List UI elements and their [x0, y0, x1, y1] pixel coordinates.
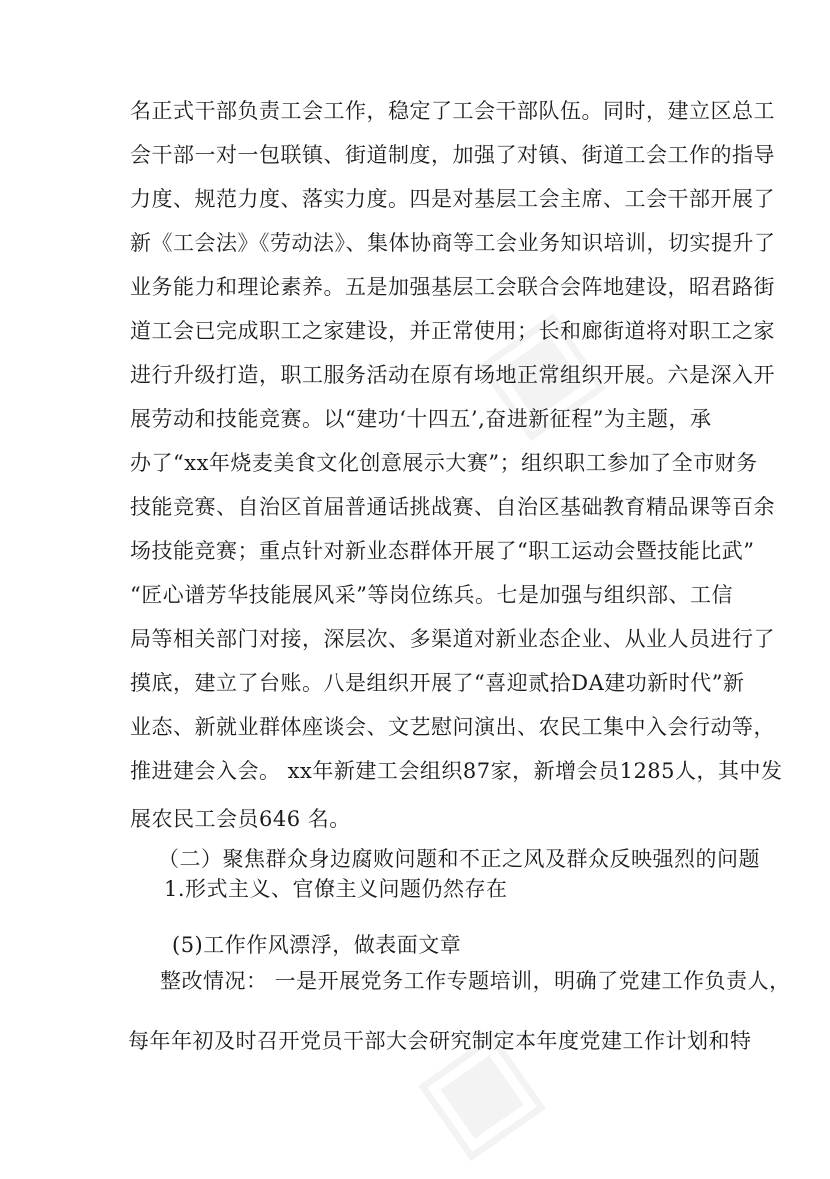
paragraph-line: “匠心谱芳华技能展风采”等岗位练兵。七是加强与组织部、工信 [130, 583, 733, 607]
paragraph-line: 道工会已完成职工之家建设，并正常使用；长和廊街道将对职工之家 [130, 319, 775, 343]
paragraph-line: 办了“xx年烧麦美食文化创意展示大赛”；组织职工参加了全市财务 [130, 451, 758, 475]
paragraph-line: 摸底，建立了台账。八是组织开展了“喜迎贰拾DA建功新时代”新 [130, 671, 745, 695]
paragraph-line: 展农民工会员646 名。 [130, 807, 351, 831]
paragraph-line: 每年年初及时召开党员干部大会研究制定本年度党建工作计划和特 [128, 1029, 752, 1053]
paragraph-line: 会干部一对一包联镇、街道制度，加强了对镇、街道工会工作的指导 [130, 143, 775, 167]
item-heading: (5)工作作风漂浮，做表面文章 [172, 933, 462, 957]
subsection-heading: 1.形式主义、官僚主义问题仍然存在 [164, 877, 508, 901]
paragraph-line: 推进建会入会。 xx年新建工会组织87家，新增会员1285人，其中发 [130, 759, 783, 783]
watermark: ▣ [390, 1000, 564, 1179]
paragraph-line: 业态、新就业群体座谈会、文艺慰问演出、农民工集中入会行动等， [130, 715, 775, 739]
paragraph-line: 展劳动和技能竞赛。以“建功‘十四五’,奋进新征程”为主题，承 [130, 407, 712, 431]
paragraph-line: 新《工会法》《劳动法》、集体协商等工会业务知识培训，切实提升了 [130, 231, 776, 255]
paragraph-line: 场技能竞赛；重点针对新业态群体开展了“职工运动会暨技能比武” [130, 539, 755, 563]
paragraph-line: 业务能力和理论素养。五是加强基层工会联合会阵地建设，昭君路街 [130, 275, 775, 299]
paragraph-line: 名正式干部负责工会工作，稳定了工会干部队伍。同时，建立区总工 [130, 99, 775, 123]
paragraph-line: 局等相关部门对接，深层次、多渠道对新业态企业、从业人员进行了 [130, 627, 775, 651]
paragraph-line: 力度、规范力度、落实力度。四是对基层工会主席、工会干部开展了 [130, 187, 775, 211]
rectification-line: 整改情况： 一是开展党务工作专题培训，明确了党建工作负责人， [160, 969, 791, 993]
section-heading: （二）聚焦群众身边腐败问题和不正之风及群众反映强烈的问题 [158, 847, 760, 871]
paragraph-line: 进行升级打造，职工服务活动在原有场地正常组织开展。六是深入开 [130, 363, 775, 387]
watermark: ▣ [450, 280, 624, 459]
paragraph-line: 技能竞赛、自治区首届普通话挑战赛、自治区基础教育精品课等百余 [130, 495, 775, 519]
